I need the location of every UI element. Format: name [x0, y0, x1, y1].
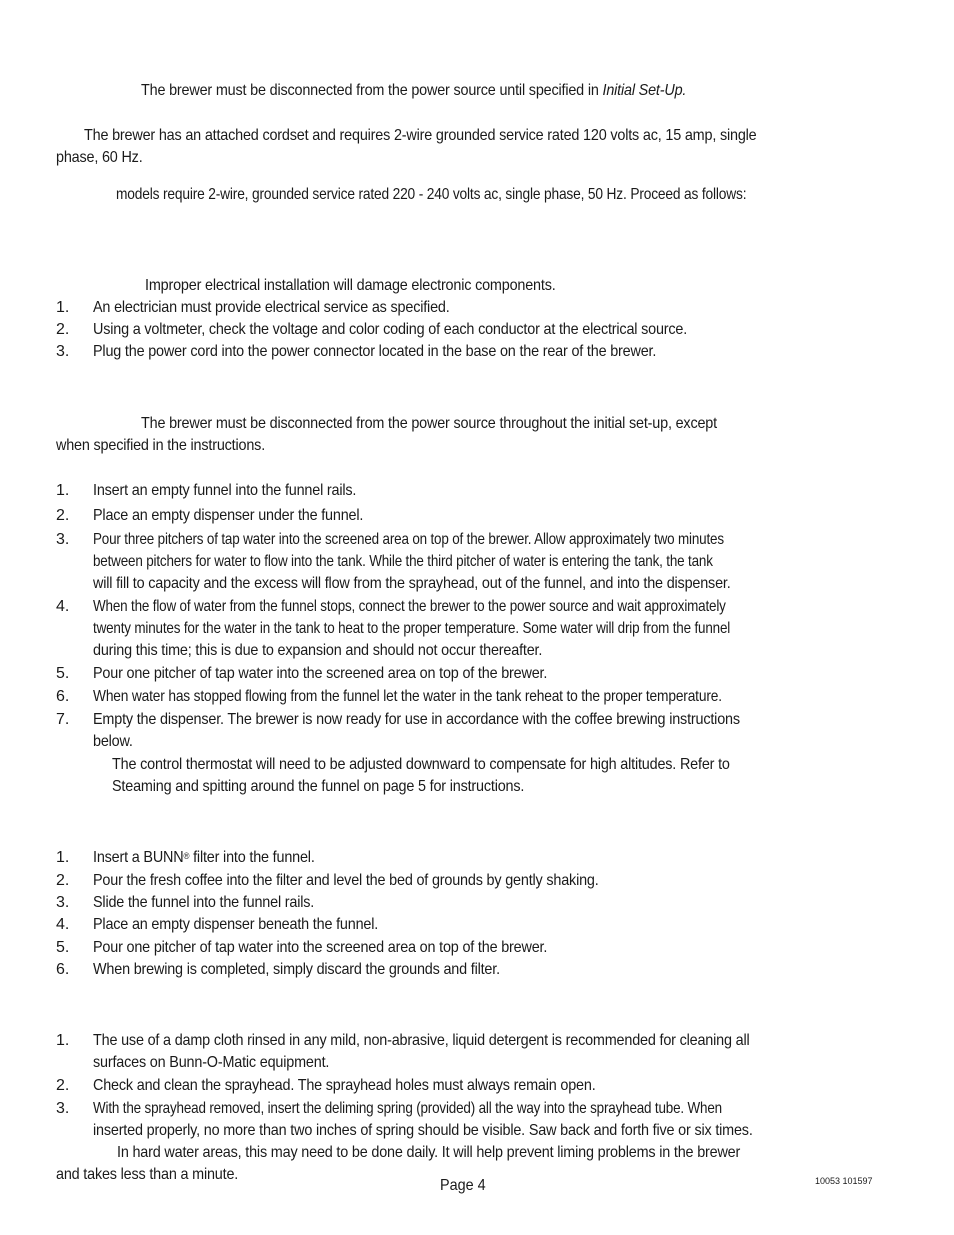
hard-water-note-line-2: and takes less than a minute. [56, 1166, 239, 1183]
cleaning-step-3-line-1: With the sprayhead removed, insert the deliming spring (provided) all the way into the sprayhead tube. When [93, 1100, 722, 1117]
disconnect-note-text: The brewer must be disconnected from the power source until specified in [141, 82, 603, 99]
setup-step-3-line-3: will fill to capacity and the excess will flow from the sprayhead, out of the funnel, and into the dispenser. [93, 575, 731, 592]
setup-step-7-line-2: below. [93, 733, 133, 750]
step-number: 3. [56, 894, 70, 911]
step-number: 2. [56, 507, 70, 524]
brewing-step-2: Pour the fresh coffee into the filter and level the bed of grounds by gently shaking. [93, 872, 599, 889]
step-number: 4. [56, 598, 70, 615]
step-number: 4. [56, 916, 70, 933]
step-number: 2. [56, 321, 70, 338]
step-number: 1. [56, 482, 70, 499]
altitude-note-line-1: The control thermostat will need to be adjusted downward to compensate for high altitudes. Refer to [112, 756, 730, 773]
setup-step-3-line-1: Pour three pitchers of tap water into the screened area on top of the brewer. Allow approximately two minutes [93, 531, 724, 548]
step-number: 5. [56, 939, 70, 956]
step-number: 3. [56, 343, 70, 360]
cleaning-step-2: Check and clean the sprayhead. The sprayhead holes must always remain open. [93, 1077, 596, 1094]
altitude-note-line-2: Steaming and spitting around the funnel on page 5 for instructions. [112, 778, 525, 795]
setup-step-6: When water has stopped flowing from the funnel let the water in the tank reheat to the proper temperature. [93, 688, 722, 705]
models-requirement: models require 2-wire, grounded service rated 220 - 240 volts ac, single phase, 50 Hz. Proceed as follows: [116, 186, 747, 203]
brewing-step-1-text: Insert a BUNN [93, 849, 184, 866]
hard-water-note-line-1: In hard water areas, this may need to be done daily. It will help prevent liming problems in the brewer [117, 1144, 741, 1161]
brewing-step-3: Slide the funnel into the funnel rails. [93, 894, 315, 911]
cordset-line-2: phase, 60 Hz. [56, 149, 143, 166]
step-number: 1. [56, 1032, 70, 1049]
brewing-step-5: Pour one pitcher of tap water into the screened area on top of the brewer. [93, 939, 548, 956]
initial-setup-ref: Initial Set-Up. [602, 82, 687, 99]
electrical-step-1: An electrician must provide electrical service as specified. [93, 299, 450, 316]
setup-step-1: Insert an empty funnel into the funnel rails. [93, 482, 357, 499]
step-number: 1. [56, 299, 70, 316]
brewing-step-6: When brewing is completed, simply discard the grounds and filter. [93, 961, 500, 978]
disconnect-note [141, 80, 686, 102]
step-number: 1. [56, 849, 70, 866]
step-number: 3. [56, 531, 70, 548]
electrical-caution: Improper electrical installation will damage electronic components. [145, 277, 556, 294]
registered-mark: ® [183, 851, 190, 861]
brewing-step-1-text-end: filter into the funnel. [189, 849, 315, 866]
cleaning-step-1-line-2: surfaces on Bunn-O-Matic equipment. [93, 1054, 330, 1071]
step-number: 6. [56, 961, 70, 978]
step-number: 2. [56, 1077, 70, 1094]
setup-step-7-line-1: Empty the dispenser. The brewer is now ready for use in accordance with the coffee brewing instructions [93, 711, 740, 728]
cleaning-step-1-line-1: The use of a damp cloth rinsed in any mild, non-abrasive, liquid detergent is recommended for cleaning all [93, 1032, 750, 1049]
setup-note-line-2: when specified in the instructions. [56, 437, 266, 454]
setup-step-3-line-2: between pitchers for water to flow into the tank. While the third pitcher of water is entering the tank, the tank [93, 553, 713, 570]
step-number: 6. [56, 688, 70, 705]
step-number: 2. [56, 872, 70, 889]
step-number: 7. [56, 711, 70, 728]
setup-step-5: Pour one pitcher of tap water into the screened area on top of the brewer. [93, 665, 548, 682]
page-number: Page 4 [440, 1177, 486, 1194]
electrical-step-3: Plug the power cord into the power connector located in the base on the rear of the brewer. [93, 343, 657, 360]
setup-step-4-line-3: during this time; this is due to expansion and should not occur thereafter. [93, 642, 543, 659]
electrical-step-2: Using a voltmeter, check the voltage and color coding of each conductor at the electrical source. [93, 321, 688, 338]
step-number: 3. [56, 1100, 70, 1117]
document-code: 10053 101597 [815, 1176, 873, 1186]
brewing-step-4: Place an empty dispenser beneath the funnel. [93, 916, 379, 933]
setup-step-4-line-2: twenty minutes for the water in the tank to heat to the proper temperature. Some water will drip from the funnel [93, 620, 731, 637]
cleaning-step-3-line-2: inserted properly, no more than two inches of spring should be visible. Saw back and forth five or six times. [93, 1122, 753, 1139]
setup-step-4-line-1: When the flow of water from the funnel stops, connect the brewer to the power source and wait approximately [93, 598, 726, 615]
setup-step-2: Place an empty dispenser under the funnel. [93, 507, 364, 524]
setup-note-line-1: The brewer must be disconnected from the power source throughout the initial set-up, except [141, 415, 717, 432]
brewing-step-1 [93, 847, 315, 869]
step-number: 5. [56, 665, 70, 682]
cordset-line-1: The brewer has an attached cordset and requires 2-wire grounded service rated 120 volts ac, 15 amp, single [84, 127, 757, 144]
